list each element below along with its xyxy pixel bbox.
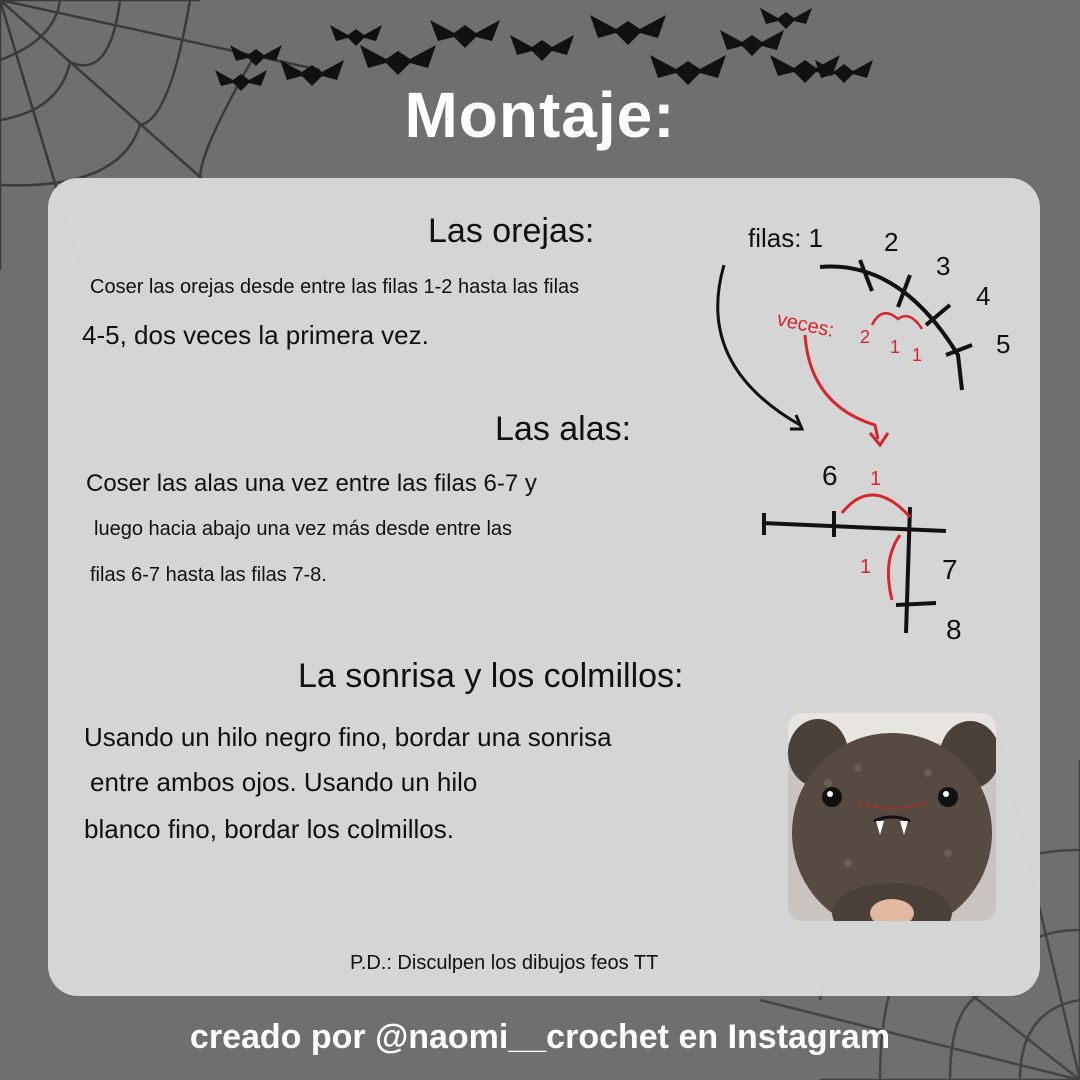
wing-times-top: 1 [870, 468, 882, 490]
wings-heading: Las alas: [495, 410, 632, 448]
wings-text-line1: Coser las alas una vez entre las filas 6-7 y [86, 470, 537, 497]
amigurumi-bat-photo [788, 713, 996, 921]
row-number-2: 2 [884, 227, 899, 257]
times-count-3: 1 [912, 345, 923, 365]
times-count-1: 2 [860, 327, 871, 347]
wing-times-side: 1 [860, 556, 872, 578]
smile-text-line1: Usando un hilo negro fino, bordar una sonrisa [84, 722, 612, 752]
wings-text-line2: luego hacia abajo una vez más desde entre las [94, 518, 513, 540]
ears-text-line1: Coser las orejas desde entre las filas 1-2 hasta las filas [90, 276, 580, 298]
wings-text-line3: filas 6-7 hasta las filas 7-8. [90, 564, 327, 586]
page-title: Montaje: [404, 79, 676, 151]
row-number-8: 8 [946, 614, 962, 645]
times-label: veces: [774, 308, 837, 342]
arrow-to-wings [718, 265, 800, 425]
ears-text-line2: 4-5, dos veces la primera vez. [82, 320, 429, 350]
row-number-7: 7 [942, 554, 958, 585]
row-number-4: 4 [976, 281, 991, 311]
smile-text-line3: blanco fino, bordar los colmillos. [84, 814, 454, 844]
ear-row-arc [820, 267, 962, 390]
red-arrow [805, 335, 878, 439]
times-count-2: 1 [890, 337, 901, 357]
footer-credit: creado por @naomi__crochet en Instagram [189, 1018, 891, 1056]
smile-heading: La sonrisa y los colmillos: [298, 657, 684, 695]
postscript: P.D.: Disculpen los dibujos feos TT [350, 952, 659, 974]
smile-text-line2: entre ambos ojos. Usando un hilo [90, 767, 478, 797]
row-number-3: 3 [936, 251, 951, 281]
row-number-5: 5 [996, 329, 1011, 359]
rows-label: filas: 1 [748, 223, 824, 253]
ears-heading: Las orejas: [428, 212, 595, 250]
row-number-6: 6 [822, 460, 838, 491]
wings-diagram [750, 455, 980, 645]
ears-diagram [700, 215, 1040, 455]
